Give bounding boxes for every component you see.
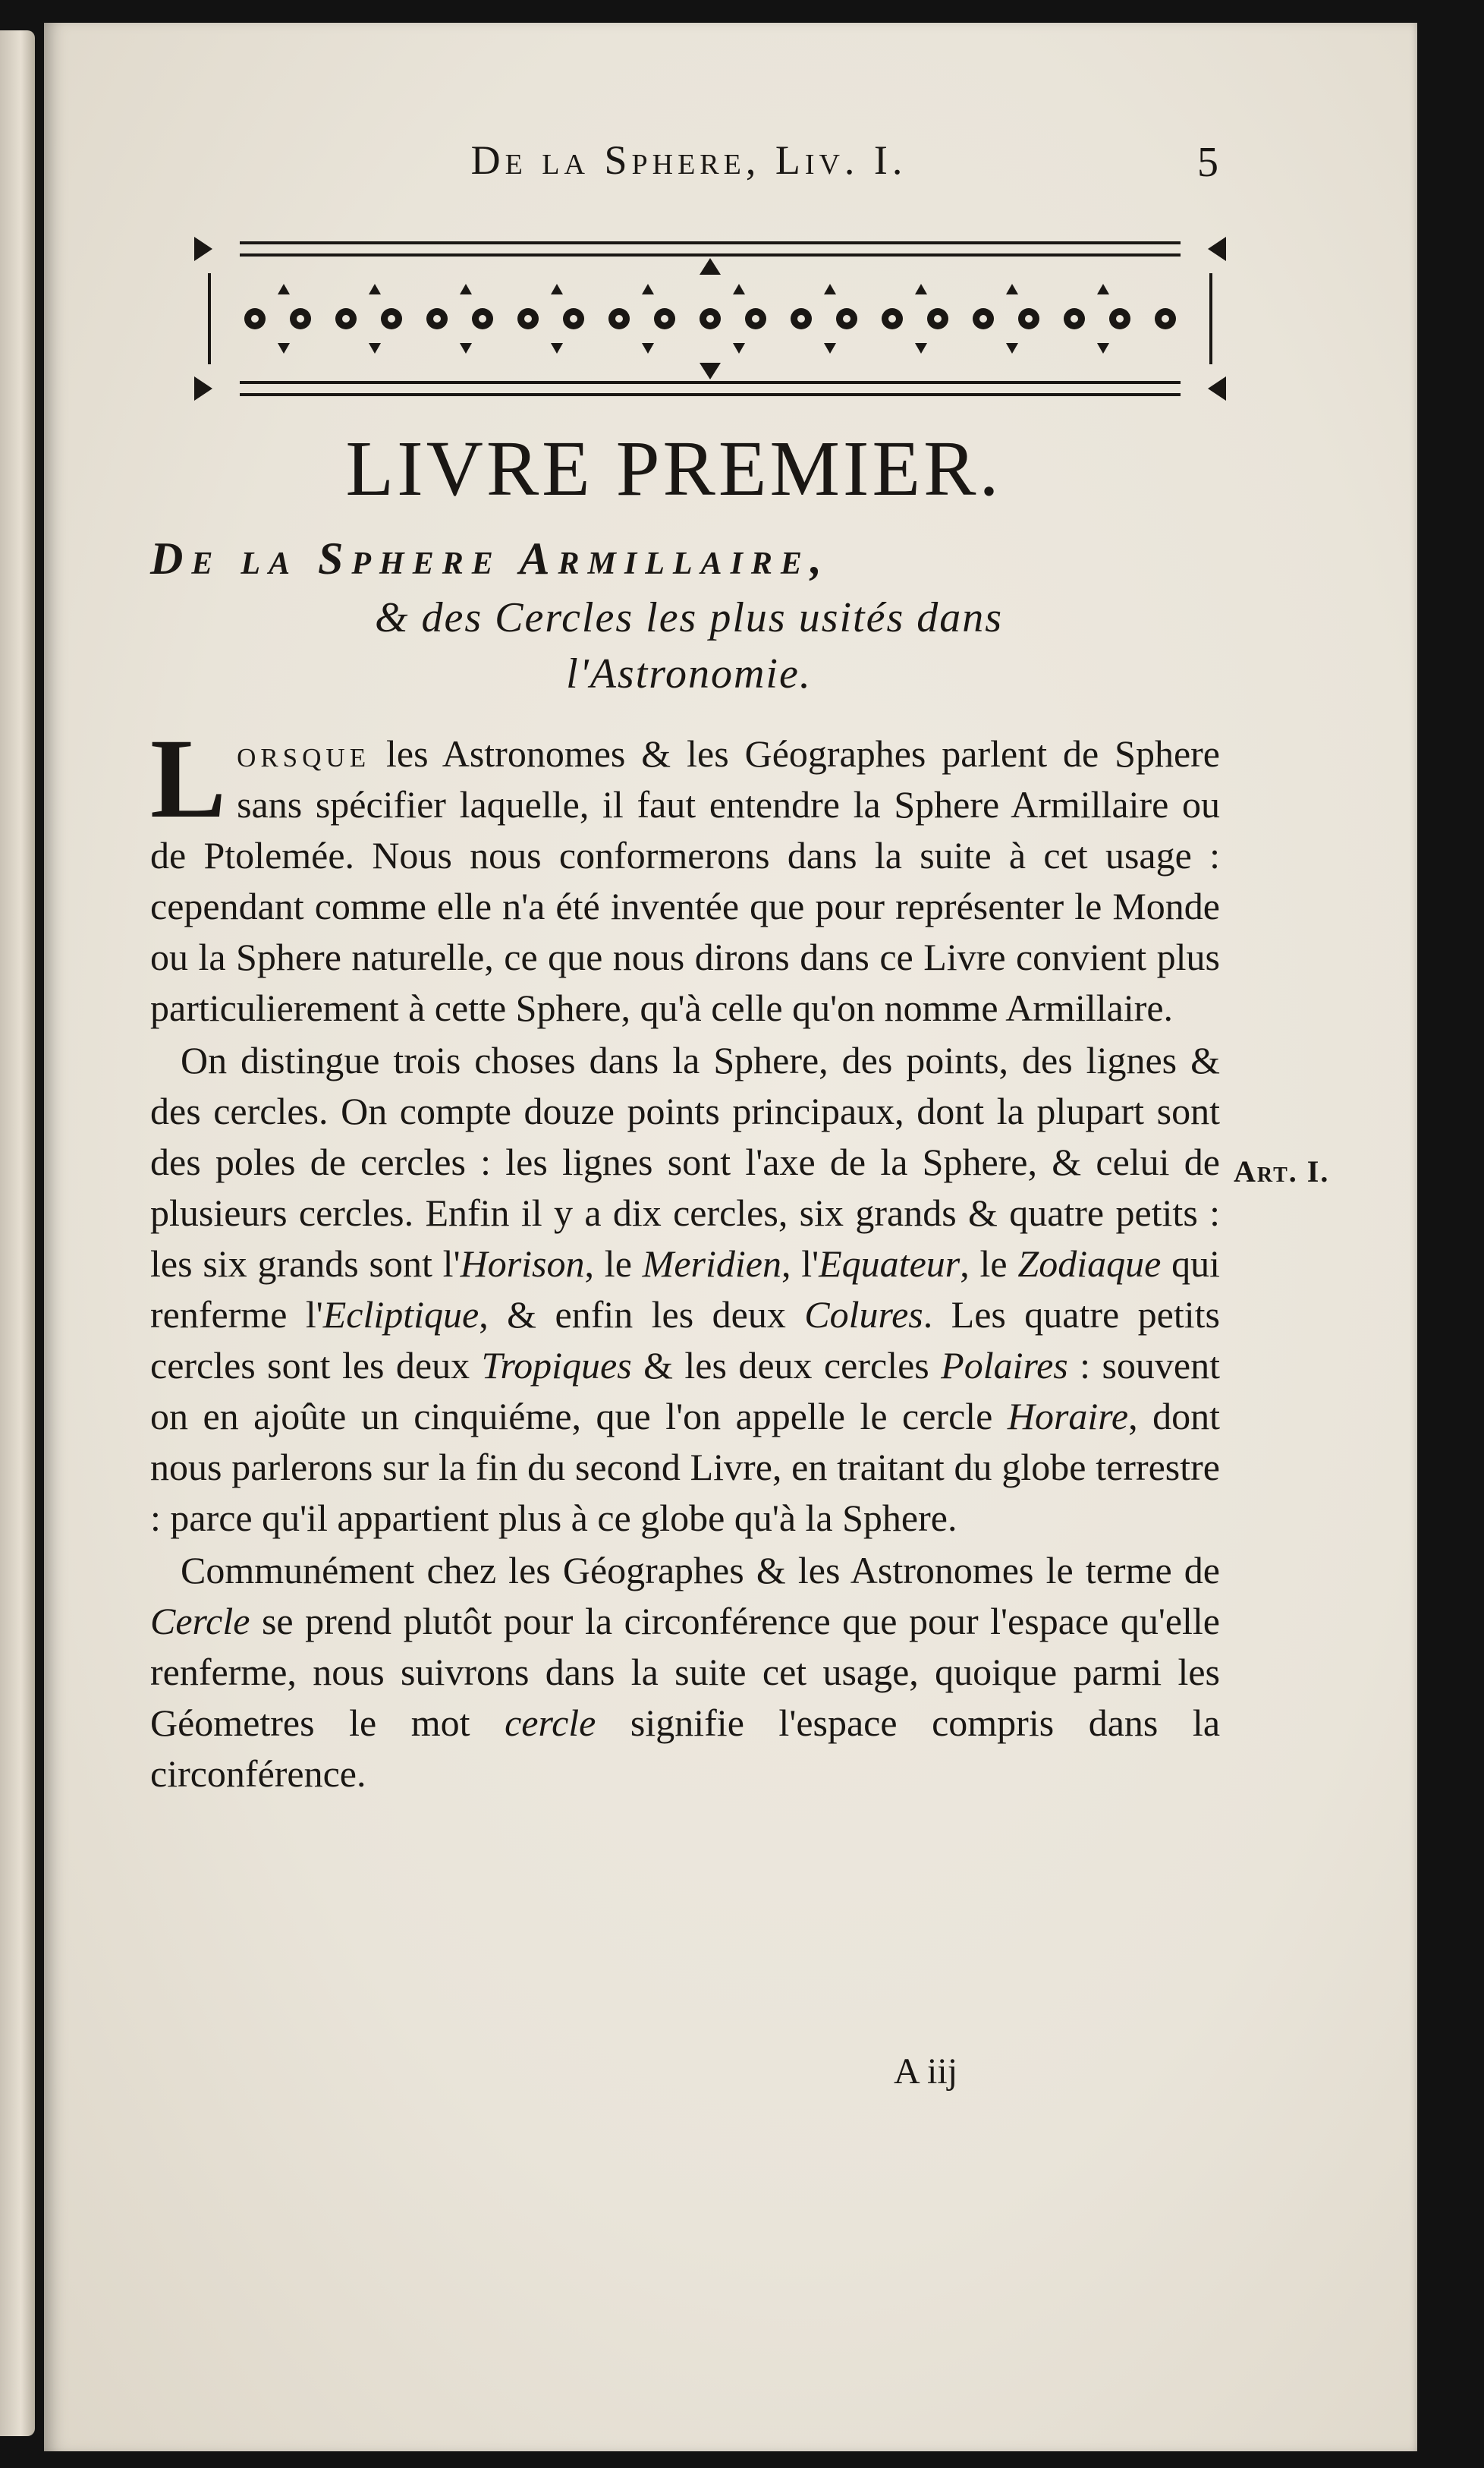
chapter-title-line-1: De la Sphere Armillaire, (150, 534, 830, 584)
book-title: LIVRE PREMIER. (345, 425, 1002, 512)
text-run: : souvent on en ajoûte un cinquiéme, que l'on appelle le cercle (150, 1344, 1220, 1437)
text-run: . Les quatre petits cercles sont les deux (150, 1293, 1220, 1387)
text-run: se prend plutôt pour la circonférence que pour l'espace qu'elle renferme, nous suivrons dans la suite cet usage, quoique parmi les Géometres le mot (150, 1600, 1220, 1744)
body-text (150, 716, 1221, 1801)
paragraph-1 (150, 716, 1220, 1034)
text-run: , l' (781, 1242, 819, 1285)
paragraph-2 (150, 1035, 1220, 1544)
headpiece-ornament (187, 228, 1234, 410)
running-head: De la Sphere, Liv. I. (470, 137, 907, 183)
term-polaires: Polaires (941, 1344, 1068, 1387)
term-meridien: Meridien (642, 1242, 781, 1285)
text-run: signifie l'espace compris dans la circonférence. (150, 1701, 1221, 1795)
drop-cap: L (150, 716, 227, 842)
chapter-title-line-2: & des Cercles les plus usités dans (374, 594, 1004, 641)
term-tropiques: Tropiques (481, 1344, 632, 1387)
term-colures: Colures (804, 1293, 923, 1336)
term-ecliptique: Ecliptique (322, 1293, 479, 1336)
text-run: , & enfin les deux (479, 1293, 805, 1336)
term-equateur: Equateur (819, 1242, 961, 1285)
paragraph-1-text: les Astronomes & les Géographes parlent de Sphere sans spécifier laquelle, il faut entendre la Sphere Armillaire ou de Ptolemée. Nous nous conformerons dans la suite à cet usage : cependant comme elle n'a été inventée que pour représenter le Monde ou la Sphere naturelle, ce que nous dirons dans ce Livre convient plus particulierement à cette Sphere, qu'à celle qu'on nomme Armillaire. (150, 732, 1220, 1029)
term-cercle: Cercle (150, 1600, 250, 1642)
text-run: , le (584, 1242, 643, 1285)
term-cercle-lowercase: cercle (505, 1701, 596, 1744)
facing-page-edge (0, 30, 35, 2436)
margin-note-article: Art. I. (1234, 1154, 1330, 1188)
lead-in-word: orsque (237, 732, 371, 775)
text-run: , le (960, 1242, 1018, 1285)
term-horison: Horison (460, 1242, 585, 1285)
signature-mark: A iij (894, 2051, 958, 2092)
term-horaire: Horaire (1007, 1395, 1129, 1437)
text-run: qui renferme l' (150, 1242, 1220, 1336)
book-page (44, 23, 1417, 2451)
term-zodiaque: Zodiaque (1017, 1242, 1162, 1285)
paragraph-3 (150, 1545, 1220, 1799)
text-run: , dont nous parlerons sur la fin du second Livre, en traitant du globe terrestre : parce qu'il appartient plus à ce globe qu'à la Sphere. (150, 1395, 1220, 1539)
text-run: On distingue trois choses dans la Sphere, des points, des lignes & des cercles. On compte douze points principaux, dont la plupart sont des poles de cercles : les lignes sont l'axe de la Sphere, & celui de plusieurs cercles. Enfin il y a dix cercles, six grands & quatre petits : les six grands sont l' (150, 1039, 1220, 1285)
chapter-title-line-3: l'Astronomie. (566, 650, 812, 697)
text-run: & les deux cercles (631, 1344, 942, 1387)
text-run: Communément chez les Géographes & les Astronomes le terme de (181, 1549, 1220, 1591)
page-number: 5 (1197, 139, 1218, 186)
